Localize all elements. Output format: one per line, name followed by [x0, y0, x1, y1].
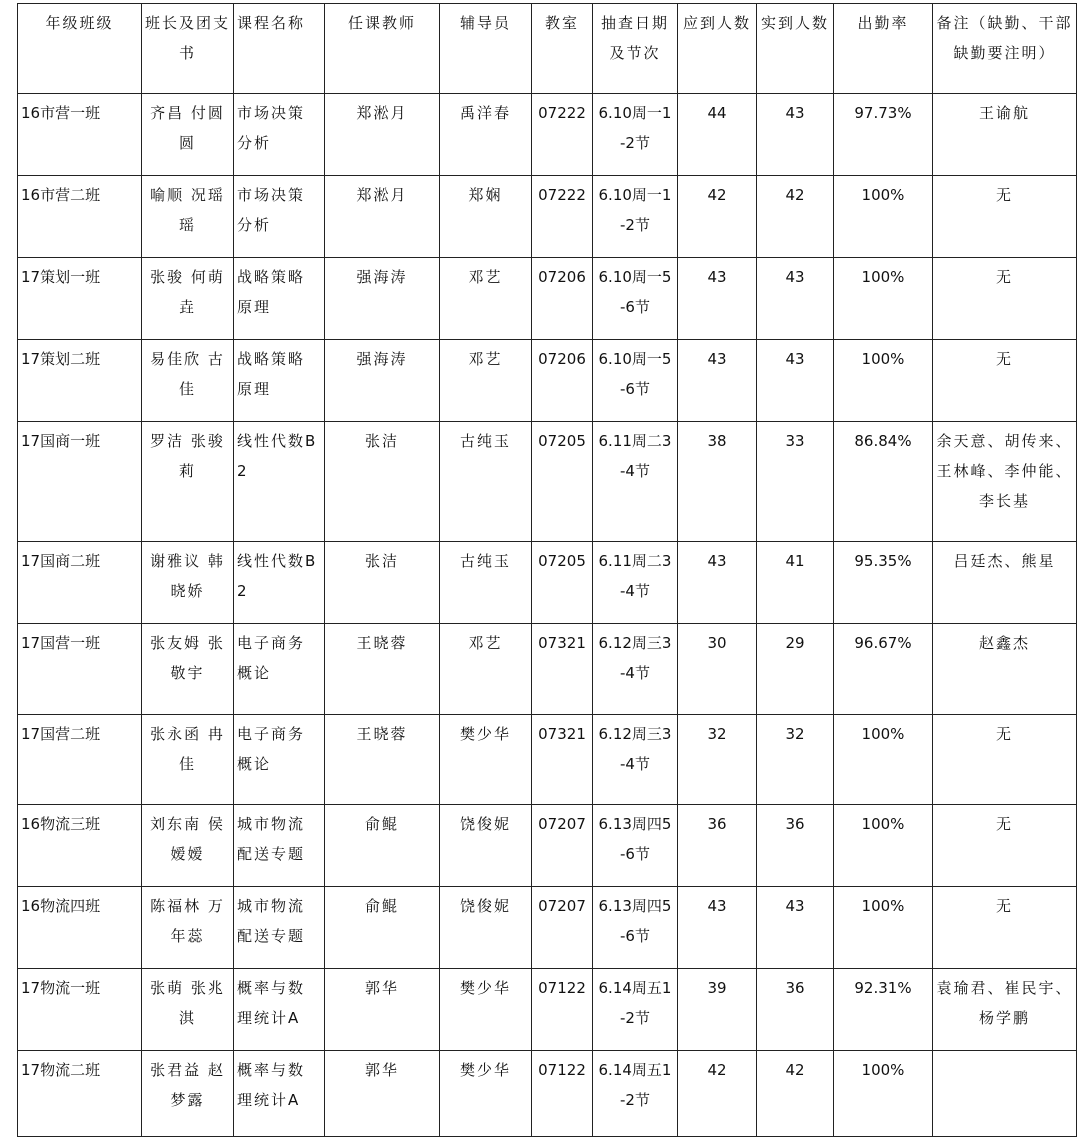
table-row	[18, 542, 1077, 624]
cell-rate: 100%	[834, 804, 933, 886]
table-row	[18, 804, 1077, 886]
cell-counselor: 郑娴	[440, 176, 532, 258]
cell-rate: 100%	[834, 340, 933, 422]
cell-counselor: 古纯玉	[440, 422, 532, 542]
cell-counselor: 邓艺	[440, 624, 532, 714]
table-row	[18, 422, 1077, 542]
cell-actual: 33	[757, 422, 834, 542]
table-row	[18, 340, 1077, 422]
cell-actual: 43	[757, 340, 834, 422]
cell-rate: 86.84%	[834, 422, 933, 542]
cell-course: 城市物流配送专题	[234, 886, 325, 968]
cell-monitor: 陈福林 万年蕊	[142, 886, 234, 968]
cell-classroom: 07222	[532, 94, 593, 176]
cell-counselor: 饶俊妮	[440, 804, 532, 886]
cell-counselor: 樊少华	[440, 968, 532, 1050]
header-rate: 出勤率	[834, 4, 933, 94]
header-teacher: 任课教师	[325, 4, 440, 94]
cell-monitor: 易佳欣 古佳	[142, 340, 234, 422]
cell-counselor: 禹洋春	[440, 94, 532, 176]
cell-rate: 100%	[834, 176, 933, 258]
cell-expected: 39	[678, 968, 757, 1050]
cell-date: 6.10周一1-2节	[593, 94, 678, 176]
cell-course: 线性代数B2	[234, 542, 325, 624]
cell-classroom: 07206	[532, 258, 593, 340]
cell-course: 电子商务概论	[234, 624, 325, 714]
cell-counselor: 饶俊妮	[440, 886, 532, 968]
cell-rate: 97.73%	[834, 94, 933, 176]
header-course: 课程名称	[234, 4, 325, 94]
table-row	[18, 968, 1077, 1050]
table-row	[18, 258, 1077, 340]
cell-monitor: 刘东南 侯嫒嫒	[142, 804, 234, 886]
header-actual: 实到人数	[757, 4, 834, 94]
cell-date: 6.11周二3-4节	[593, 422, 678, 542]
cell-course: 概率与数理统计A	[234, 968, 325, 1050]
cell-actual: 43	[757, 258, 834, 340]
cell-remarks: 无	[933, 804, 1077, 886]
header-class: 年级班级	[18, 4, 142, 94]
cell-course: 战略策略原理	[234, 258, 325, 340]
cell-expected: 42	[678, 1050, 757, 1136]
cell-course: 概率与数理统计A	[234, 1050, 325, 1136]
cell-course: 线性代数B2	[234, 422, 325, 542]
cell-expected: 44	[678, 94, 757, 176]
cell-rate: 96.67%	[834, 624, 933, 714]
table-row	[18, 176, 1077, 258]
table-row	[18, 714, 1077, 804]
cell-class: 17国营一班	[18, 624, 142, 714]
cell-date: 6.10周一5-6节	[593, 340, 678, 422]
cell-counselor: 邓艺	[440, 258, 532, 340]
cell-teacher: 王晓蓉	[325, 624, 440, 714]
cell-classroom: 07205	[532, 542, 593, 624]
cell-teacher: 张洁	[325, 542, 440, 624]
cell-monitor: 喻顺 况瑶瑶	[142, 176, 234, 258]
cell-teacher: 郭华	[325, 1050, 440, 1136]
cell-course: 战略策略原理	[234, 340, 325, 422]
cell-date: 6.12周三3-4节	[593, 714, 678, 804]
cell-actual: 36	[757, 804, 834, 886]
cell-class: 17策划一班	[18, 258, 142, 340]
cell-teacher: 郭华	[325, 968, 440, 1050]
cell-remarks: 无	[933, 886, 1077, 968]
cell-expected: 43	[678, 258, 757, 340]
cell-remarks: 王谕航	[933, 94, 1077, 176]
cell-expected: 30	[678, 624, 757, 714]
cell-actual: 36	[757, 968, 834, 1050]
cell-actual: 29	[757, 624, 834, 714]
table-body	[18, 4, 1077, 1137]
cell-date: 6.13周四5-6节	[593, 804, 678, 886]
header-monitor: 班长及团支书	[142, 4, 234, 94]
table-row	[18, 886, 1077, 968]
cell-date: 6.11周二3-4节	[593, 542, 678, 624]
cell-teacher: 强海涛	[325, 258, 440, 340]
cell-class: 17物流一班	[18, 968, 142, 1050]
cell-rate: 95.35%	[834, 542, 933, 624]
cell-rate: 100%	[834, 258, 933, 340]
cell-classroom: 07122	[532, 968, 593, 1050]
cell-remarks: 无	[933, 176, 1077, 258]
cell-classroom: 07222	[532, 176, 593, 258]
cell-class: 16市营一班	[18, 94, 142, 176]
table-row	[18, 624, 1077, 714]
cell-classroom: 07321	[532, 714, 593, 804]
cell-counselor: 古纯玉	[440, 542, 532, 624]
cell-teacher: 俞鲲	[325, 886, 440, 968]
cell-teacher: 强海涛	[325, 340, 440, 422]
cell-classroom: 07321	[532, 624, 593, 714]
cell-remarks: 无	[933, 258, 1077, 340]
cell-classroom: 07206	[532, 340, 593, 422]
cell-class: 16物流四班	[18, 886, 142, 968]
cell-classroom: 07122	[532, 1050, 593, 1136]
cell-expected: 43	[678, 340, 757, 422]
cell-course: 电子商务概论	[234, 714, 325, 804]
header-remarks: 备注（缺勤、干部缺勤要注明）	[933, 4, 1077, 94]
cell-teacher: 郑淞月	[325, 94, 440, 176]
cell-classroom: 07207	[532, 886, 593, 968]
header-date: 抽查日期及节次	[593, 4, 678, 94]
cell-class: 17物流二班	[18, 1050, 142, 1136]
cell-actual: 43	[757, 94, 834, 176]
cell-date: 6.12周三3-4节	[593, 624, 678, 714]
cell-monitor: 张友姆 张敬宇	[142, 624, 234, 714]
cell-teacher: 王晓蓉	[325, 714, 440, 804]
cell-course: 市场决策分析	[234, 94, 325, 176]
cell-actual: 42	[757, 1050, 834, 1136]
cell-class: 17国商二班	[18, 542, 142, 624]
cell-class: 17国商一班	[18, 422, 142, 542]
cell-rate: 100%	[834, 886, 933, 968]
cell-remarks: 无	[933, 714, 1077, 804]
cell-remarks: 余天意、胡传来、王林峰、李仲能、李长基	[933, 422, 1077, 542]
cell-actual: 32	[757, 714, 834, 804]
cell-monitor: 齐昌 付圆圆	[142, 94, 234, 176]
cell-rate: 100%	[834, 714, 933, 804]
cell-expected: 43	[678, 886, 757, 968]
cell-actual: 42	[757, 176, 834, 258]
cell-counselor: 樊少华	[440, 714, 532, 804]
cell-class: 16物流三班	[18, 804, 142, 886]
cell-date: 6.14周五1-2节	[593, 1050, 678, 1136]
cell-course: 市场决策分析	[234, 176, 325, 258]
cell-monitor: 张骏 何萌垚	[142, 258, 234, 340]
cell-teacher: 俞鲲	[325, 804, 440, 886]
cell-monitor: 谢雅议 韩晓娇	[142, 542, 234, 624]
table-row	[18, 94, 1077, 176]
cell-monitor: 张君益 赵梦露	[142, 1050, 234, 1136]
cell-expected: 38	[678, 422, 757, 542]
cell-remarks	[933, 1050, 1077, 1136]
cell-rate: 100%	[834, 1050, 933, 1136]
cell-course: 城市物流配送专题	[234, 804, 325, 886]
table-row	[18, 1050, 1077, 1136]
cell-monitor: 张萌 张兆淇	[142, 968, 234, 1050]
cell-monitor: 张永函 冉佳	[142, 714, 234, 804]
cell-expected: 32	[678, 714, 757, 804]
cell-actual: 43	[757, 886, 834, 968]
cell-remarks: 袁瑜君、崔民宇、杨学鹏	[933, 968, 1077, 1050]
cell-teacher: 郑淞月	[325, 176, 440, 258]
cell-actual: 41	[757, 542, 834, 624]
cell-classroom: 07207	[532, 804, 593, 886]
attendance-table	[17, 3, 1077, 1137]
cell-class: 17国营二班	[18, 714, 142, 804]
cell-remarks: 赵鑫杰	[933, 624, 1077, 714]
cell-date: 6.14周五1-2节	[593, 968, 678, 1050]
header-counselor: 辅导员	[440, 4, 532, 94]
cell-classroom: 07205	[532, 422, 593, 542]
header-expected: 应到人数	[678, 4, 757, 94]
header-classroom: 教室	[532, 4, 593, 94]
cell-date: 6.10周一1-2节	[593, 176, 678, 258]
cell-monitor: 罗洁 张骏莉	[142, 422, 234, 542]
cell-date: 6.13周四5-6节	[593, 886, 678, 968]
cell-class: 16市营二班	[18, 176, 142, 258]
cell-expected: 36	[678, 804, 757, 886]
cell-counselor: 樊少华	[440, 1050, 532, 1136]
cell-remarks: 吕廷杰、熊星	[933, 542, 1077, 624]
cell-remarks: 无	[933, 340, 1077, 422]
cell-teacher: 张洁	[325, 422, 440, 542]
cell-counselor: 邓艺	[440, 340, 532, 422]
header-row	[18, 4, 1077, 94]
cell-rate: 92.31%	[834, 968, 933, 1050]
cell-date: 6.10周一5-6节	[593, 258, 678, 340]
cell-expected: 43	[678, 542, 757, 624]
cell-class: 17策划二班	[18, 340, 142, 422]
cell-expected: 42	[678, 176, 757, 258]
